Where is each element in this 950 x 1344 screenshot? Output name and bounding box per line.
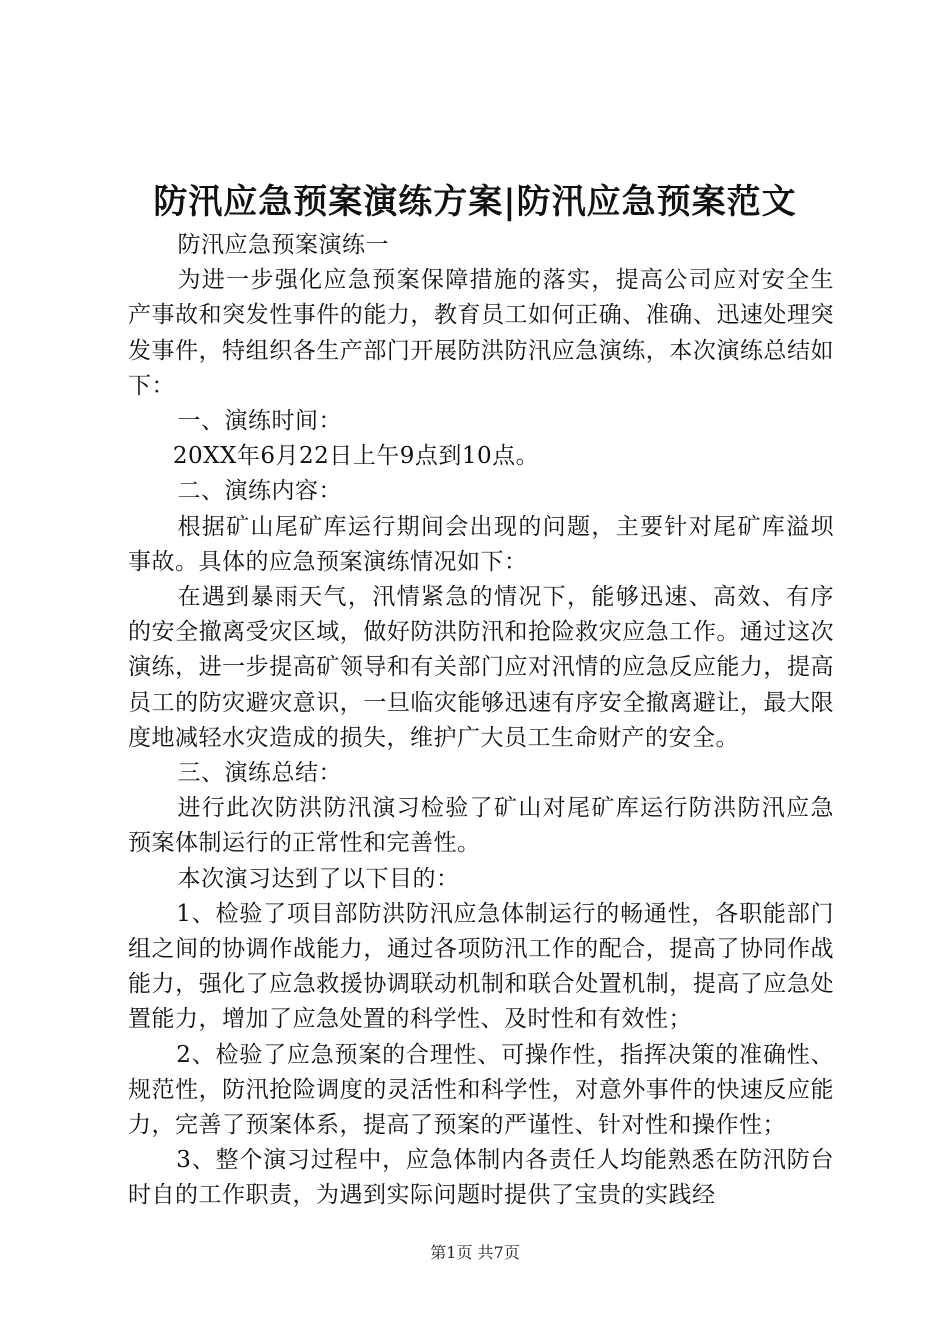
page-footer: 第1页 共7页: [430, 1243, 520, 1262]
document-body: [128, 228, 834, 1214]
list-item: 2、检验了应急预案的合理性、可操作性，指挥决策的准确性、规范性，防汛抢险调度的灵活性和科学性，对意外事件的快速反应能力，完善了预案体系，提高了预案的严谨性、针对性和操作性；: [128, 1041, 834, 1139]
body-paragraph: 进行此次防洪防汛演习检验了矿山对尾矿库运行防洪防汛应急预案体制运行的正常性和完善性。: [128, 795, 834, 857]
document-title: 防汛应急预案演练方案|防汛应急预案范文: [153, 182, 797, 222]
list-item: 3、整个演习过程中，应急体制内各责任人均能熟悉在防汛防台时自的工作职责，为遇到实际问题时提供了宝贵的实践经: [128, 1147, 834, 1209]
intro-paragraph: 为进一步强化应急预案保障措施的落实，提高公司应对安全生产事故和突发性事件的能力，教育员工如何正确、准确、迅速处理突发事件，特组织各生产部门开展防洪防汛应急演练，本次演练总结如下：: [128, 267, 834, 399]
list-item: 1、检验了项目部防洪防汛应急体制运行的畅通性，各职能部门组之间的协调作战能力，通过各项防汛工作的配合，提高了协同作战能力，强化了应急救援协调联动机制和联合处置机制，提高了应急处置能力，增加了应急处置的科学性、及时性和有效性；: [128, 900, 834, 1033]
body-paragraph: 根据矿山尾矿库运行期间会出现的问题，主要针对尾矿库溢坝事故。具体的应急预案演练情况如下：: [128, 513, 834, 575]
body-paragraph: 在遇到暴雨天气，汛情紧急的情况下，能够迅速、高效、有序的安全撤离受灾区域，做好防洪防汛和抢险救灾应急工作。通过这次演练，进一步提高矿领导和有关部门应对汛情的应急反应能力，提高员工的防灾避灾意识，一旦临灾能够迅速有序安全撤离避让，最大限度地减轻水灾造成的损失，维护广大员工生命财产的安全。: [128, 584, 834, 751]
section-heading: 三、演练总结：: [177, 760, 342, 787]
body-paragraph: 本次演习达到了以下目的：: [177, 865, 460, 892]
drill-time-paragraph: 20XX年6月22日上午9点到10点。: [172, 443, 540, 470]
section-heading: 二、演练内容：: [177, 478, 342, 505]
section-heading: 一、演练时间：: [177, 408, 342, 435]
section-heading: 防汛应急预案演练一: [177, 232, 389, 258]
